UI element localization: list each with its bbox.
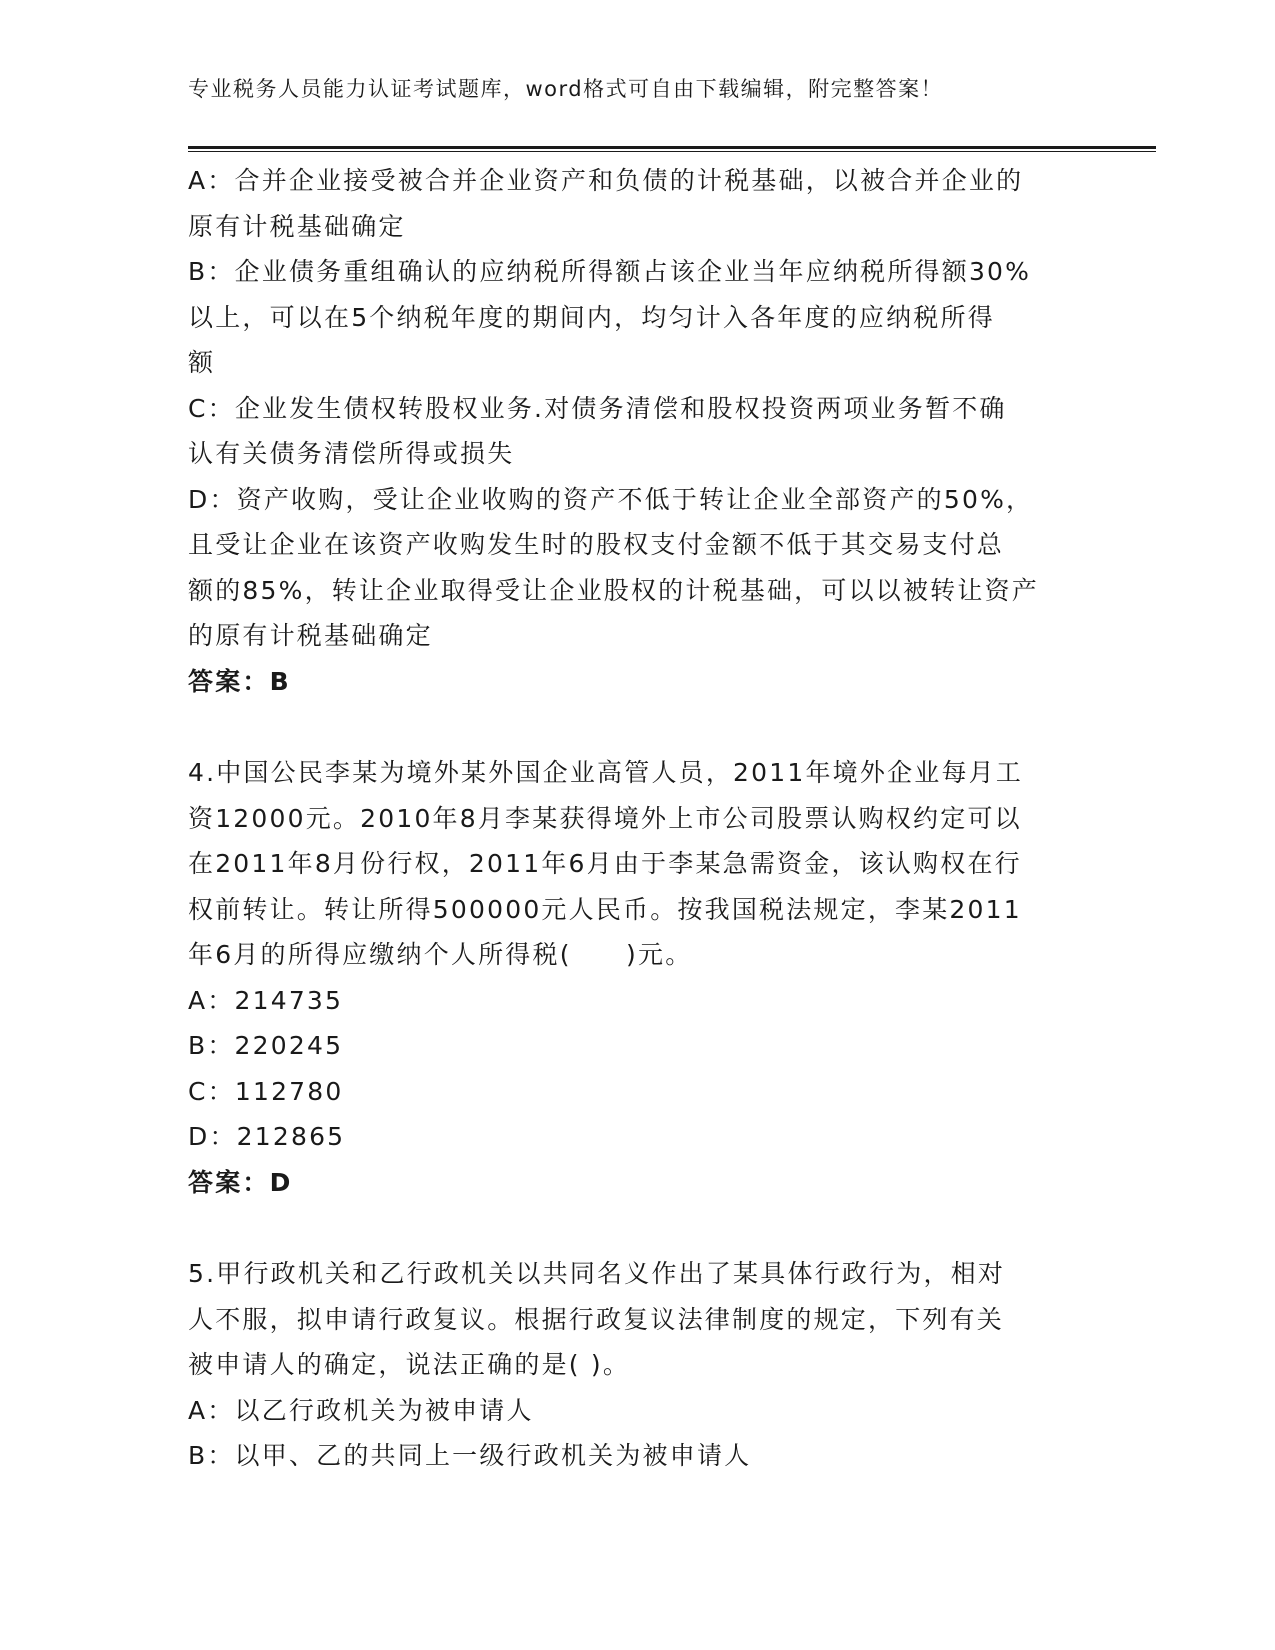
question-4-option-c: C：112780: [188, 1076, 344, 1106]
question-4-option-d: D：212865: [188, 1122, 346, 1151]
header-divider-thick: [188, 146, 1156, 149]
option-line: 额: [188, 348, 216, 377]
stem-line: 权前转让。转让所得500000元人民币。按我国税法规定，李某2011: [188, 894, 1022, 924]
question-3-option-d: [188, 477, 1088, 659]
stem-line: 年6月的所得应缴纳个人所得税( )元。: [188, 940, 693, 969]
page-header: 专业税务人员能力认证考试题库，word格式可自由下载编辑，附完整答案！: [188, 77, 944, 101]
question-3-option-c: [188, 386, 1088, 477]
option-line: C：企业发生债权转股权业务.对债务清偿和股权投资两项业务暂不确: [188, 393, 1007, 423]
option-line: 的原有计税基础确定: [188, 621, 433, 650]
question-5-option-b: B：以甲、乙的共同上一级行政机关为被申请人: [188, 1441, 752, 1470]
option-line: A：合并企业接受被合并企业资产和负债的计税基础，以被合并企业的: [188, 166, 1024, 195]
spacer: [188, 1205, 1088, 1251]
spacer: [188, 704, 1088, 750]
question-4-option-a: A：214735: [188, 985, 344, 1015]
stem-line: 4.中国公民李某为境外某外国企业高管人员，2011年境外企业每月工: [188, 758, 1024, 787]
option-line: 认有关债务清偿所得或损失: [188, 439, 515, 468]
option-line: B：企业债务重组确认的应纳税所得额占该企业当年应纳税所得额30%: [188, 257, 1032, 286]
stem-line: 在2011年8月份行权，2011年6月由于李某急需资金，该认购权在行: [188, 849, 1022, 878]
question-5-option-a: A：以乙行政机关为被申请人: [188, 1395, 534, 1425]
question-3-option-a: [188, 158, 1088, 249]
question-4-stem: [188, 750, 1088, 978]
option-line: 以上，可以在5个纳税年度的期间内，均匀计入各年度的应纳税所得: [188, 302, 995, 332]
option-line: 额的85%，转让企业取得受让企业股权的计税基础，可以以被转让资产: [188, 575, 1039, 605]
stem-line: 资12000元。2010年8月李某获得境外上市公司股票认购权约定可以: [188, 803, 1022, 833]
question-4-answer: 答案：D: [188, 1167, 293, 1197]
question-5-stem: [188, 1251, 1088, 1388]
header-divider-thin: [188, 151, 1156, 152]
question-4-option-b: B：220245: [188, 1031, 344, 1060]
question-3-option-b: [188, 249, 1088, 386]
option-line: D：资产收购，受让企业收购的资产不低于转让企业全部资产的50%，: [188, 484, 1034, 514]
option-line: 且受让企业在该资产收购发生时的股权支付金额不低于其交易支付总: [188, 530, 1005, 559]
document-body: [188, 158, 1088, 1479]
stem-line: 被申请人的确定，说法正确的是( )。: [188, 1350, 631, 1379]
stem-line: 5.甲行政机关和乙行政机关以共同名义作出了某具体行政行为，相对: [188, 1259, 1006, 1288]
question-3-answer: 答案：B: [188, 666, 291, 696]
option-line: 原有计税基础确定: [188, 211, 406, 241]
stem-line: 人不服，拟申请行政复议。根据行政复议法律制度的规定，下列有关: [188, 1304, 1005, 1334]
